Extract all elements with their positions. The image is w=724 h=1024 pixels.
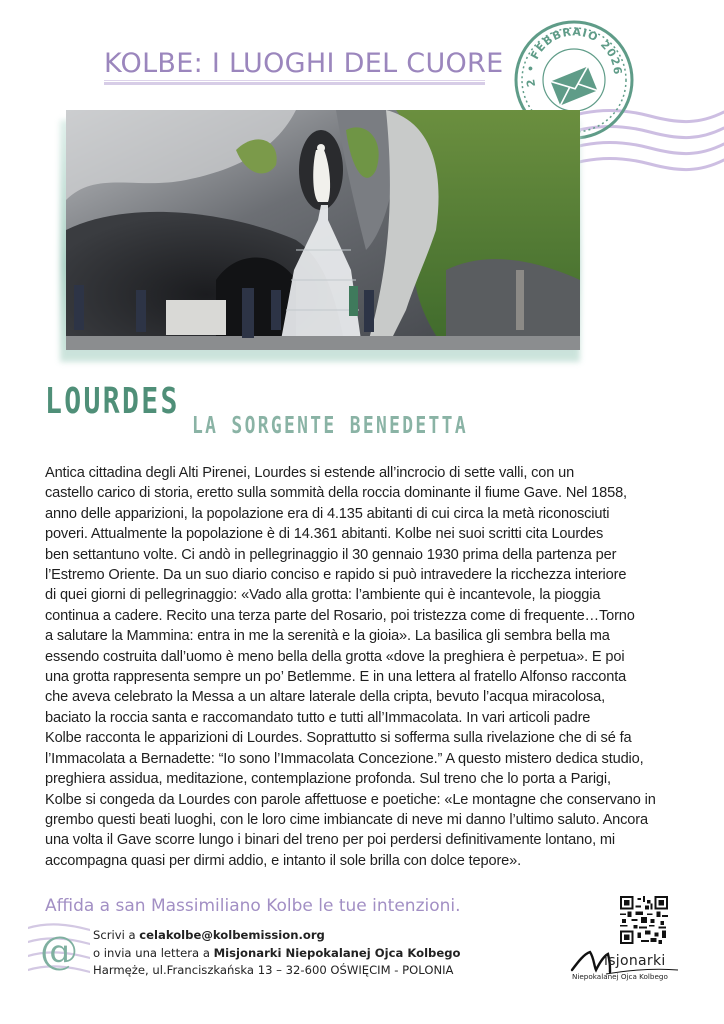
body-line: preghiera assidua, meditazione, contemplazione profonda. Sul treno che lo porta a Parigi, bbox=[45, 771, 611, 788]
stamp-date-text: 2 • FEBBRAIO 2026 bbox=[523, 25, 625, 88]
body-line: poveri. Attualmente la popolazione è di 14.361 abitanti. Kolbe nei suoi scritti cita Lourdes bbox=[45, 526, 604, 543]
series-title: KOLBE: I LUOGHI DEL CUORE bbox=[104, 48, 504, 79]
title-underline bbox=[104, 80, 485, 85]
body-line: baciato la roccia santa e raccomandato tutto e tutti all’Immacolata. In vari articoli padre bbox=[45, 709, 591, 726]
body-line: anno delle apparizioni, la popolazione era di 4.135 abitanti di cui circa la metà riconosciuti bbox=[45, 505, 610, 522]
envelope-icon bbox=[551, 66, 598, 105]
logo-wordmark: isjonarki bbox=[604, 953, 666, 969]
body-line: Kolbe racconta le apparizioni di Lourdes. Soprattutto si sofferma sulla rivelazione che di sé fa bbox=[45, 730, 632, 747]
body-line: essendo costruita dall’uomo è meno bella della grotta «dove la preghiera è perpetua». E poi bbox=[45, 648, 625, 665]
body-line: che aveva celebrato la Messa a un altare laterale della cripta, bevuto l’acqua miracolosa, bbox=[45, 689, 606, 706]
logo-subtitle: Niepokalanej Ojca Kolbego bbox=[572, 972, 668, 981]
body-line: accompagna quasi per dirmi addio, e intanto il sole brilla con dolce tepore». bbox=[45, 852, 522, 869]
letter-prefix: o invia una lettera a bbox=[93, 945, 214, 960]
body-line: una volta il Gave scorre lungo i binari del treno per poi perdersi definitivamente lontano, mi bbox=[45, 832, 615, 849]
postal-address: Harmęże, ul.Franciszkańska 13 – 32-600 OŚWIĘCIM - POLONIA bbox=[93, 963, 454, 977]
contact-info bbox=[93, 927, 460, 980]
contact-email-line bbox=[93, 927, 460, 945]
body-line: Antica cittadina degli Alti Pirenei, Lourdes si estende all’incrocio di sette valli, con un bbox=[45, 465, 575, 481]
lourdes-grotto-photo bbox=[66, 110, 580, 350]
svg-text:@: @ bbox=[40, 929, 78, 973]
organization-name: Misjonarki Niepokalanej Ojca Kolbego bbox=[213, 945, 461, 960]
contact-letter-line bbox=[93, 945, 460, 963]
call-to-action: Affida a san Massimiliano Kolbe le tue intenzioni. bbox=[45, 896, 461, 916]
email-link[interactable]: celakolbe@kolbemission.org bbox=[139, 928, 325, 942]
body-line: ben settantuno volte. Ci andò in pellegrinaggio il 30 gennaio 1930 prima della partenza per bbox=[45, 546, 617, 563]
at-sign-icon bbox=[28, 920, 90, 980]
body-line: di quei giorni di pellegrinaggio: «Vado alla grotta: l’ambiente qui è incantevole, la pioggia bbox=[45, 587, 601, 604]
qr-code[interactable] bbox=[619, 896, 669, 944]
article-body bbox=[45, 463, 685, 871]
write-prefix: Scrivi a bbox=[93, 928, 140, 942]
article-title: LOURDES bbox=[45, 381, 180, 422]
body-line: continua a cadere. Recito una terza parte del Rosario, poi tristezza come di frequente…Torno bbox=[45, 607, 635, 624]
body-line: grembo questi beati luoghi, con le loro cime imbiancate di neve mi danno l’ultimo saluto. Ancora bbox=[45, 811, 648, 828]
body-line: l’Immacolata a Bernadette: “Io sono l’Immacolata Concezione.” A questo mistero dedica studio, bbox=[45, 750, 644, 767]
body-line: una grotta rappresenta sempre un po’ Betlemme. E in una lettera al fratello Alfonso racconta bbox=[45, 669, 627, 686]
body-line: l’Estremo Oriente. Da un suo diario conciso e rapido si può intravedere la ricchezza interiore bbox=[45, 567, 627, 584]
article-subtitle: LA SORGENTE BENEDETTA bbox=[192, 413, 468, 439]
body-line: Kolbe si congeda da Lourdes con parole affettuose e poetiche: «Le montagne che conservano in bbox=[45, 791, 656, 808]
body-line: castello carico di storia, eretto sulla sommità della roccia dominante il fiume Gave. Nel 1858, bbox=[45, 485, 627, 502]
body-line: a salutare la Mammina: entra in me la serenità e la gioia». La basilica gli sembra bella ma bbox=[45, 628, 610, 645]
